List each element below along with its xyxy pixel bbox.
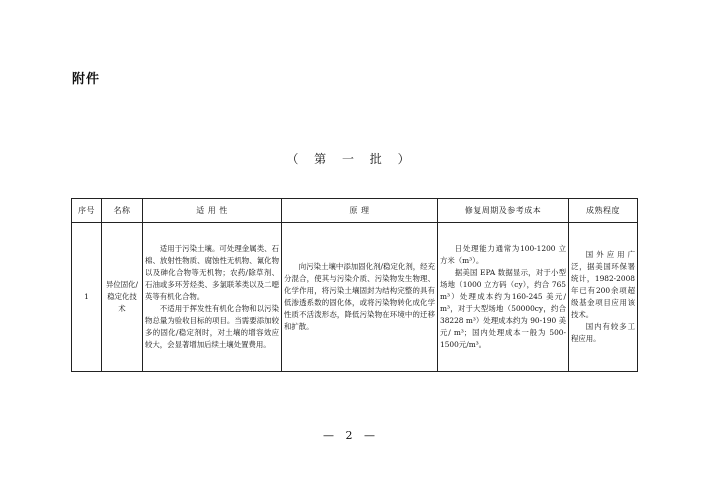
scope-paragraph-2: 不适用于挥发性有机化合物和以污染物总量为验收目标的项目。当需要添加较多的固化/稳定剂时，对土壤的增容效应较大，会显著增加后续土壤处置费用。: [145, 304, 279, 349]
maturity-paragraph-1: 国外应用广泛，据美国环保署统计，1982-2008年已有200余项超级基金项目应用该技术。: [571, 250, 635, 319]
header-maturity: 成熟程度: [569, 199, 638, 223]
header-cost: 修复周期及参考成本: [438, 199, 569, 223]
principle-paragraph: 向污染土壤中添加固化剂/稳定化剂，经充分混合，使其与污染介质、污染物发生物理、化学作用，将污染土壤固封为结构完整的具有低渗透系数的固化体，或将污染物转化成化学性质不活泼形态，降低污染物在环境中的迁移和扩散。: [284, 262, 435, 331]
technology-table: [71, 198, 638, 372]
attachment-label: 附件: [72, 72, 101, 87]
cost-paragraph-2: 据美国 EPA 数据显示，对于小型场地（1000 立方码（cy），约合 765 m³）处理成本约为160-245 美元/ m³，对于大型场地（50000cy，约合 38228 m³）处理成本约为 90-190 美元/ m³；国内处理成本一般为 500-1500元/m³。: [440, 268, 566, 349]
cell-name: 异位固化/稳定化技术: [102, 223, 143, 372]
header-name: 名称: [102, 199, 143, 223]
batch-title: （ 第 一 批 ）: [286, 152, 416, 166]
cell-maturity: [569, 223, 638, 372]
scope-paragraph-1: 适用于污染土壤。可处理金属类、石棉、放射性物质、腐蚀性无机物、氰化物以及砷化合物等无机物；农药/除草剂、石油或多环芳烃类、多氯联苯类以及二噁英等有机化合物。: [145, 244, 279, 301]
cell-principle: [282, 223, 438, 372]
cell-cost: [438, 223, 569, 372]
cell-no: 1: [72, 223, 102, 372]
cell-scope: [143, 223, 282, 372]
table-header-row: [72, 199, 638, 223]
maturity-paragraph-2: 国内有较多工程应用。: [571, 322, 635, 343]
header-principle: 原 理: [282, 199, 438, 223]
header-scope: 适 用 性: [143, 199, 282, 223]
table-row: [72, 223, 638, 372]
page-number: — 2 —: [323, 429, 379, 442]
header-no: 序号: [72, 199, 102, 223]
cost-paragraph-1: 日处理能力通常为100-1200 立方米（m³）。: [440, 244, 566, 265]
